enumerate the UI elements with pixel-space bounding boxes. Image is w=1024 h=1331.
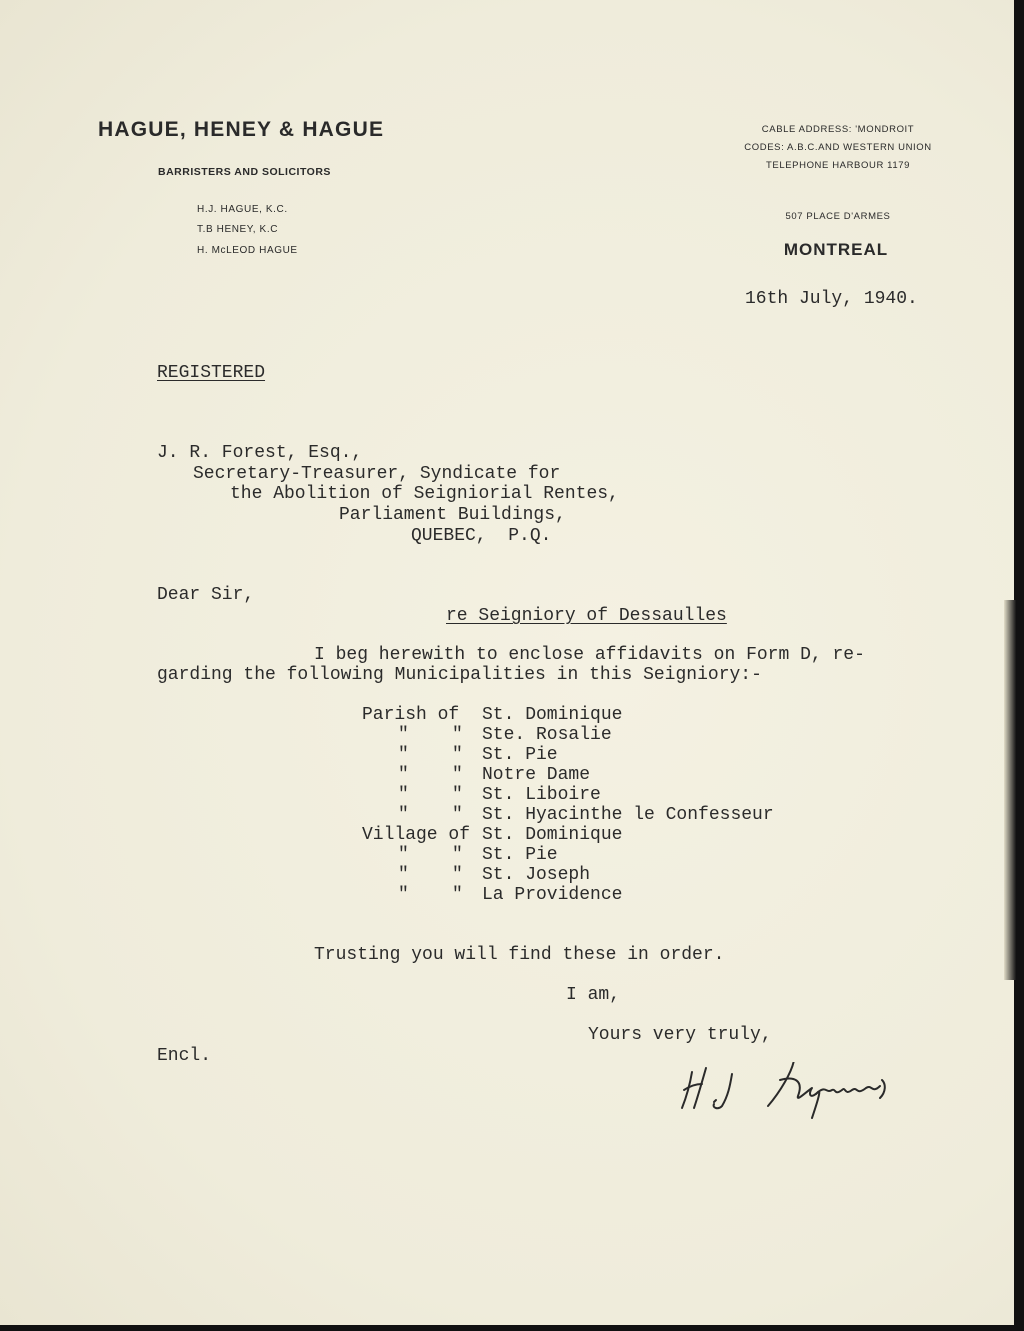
firm-subtitle: BARRISTERS AND SOLICITORS xyxy=(158,166,331,178)
subject-line: re Seigniory of Dessaulles xyxy=(446,606,727,626)
list-item: La Providence xyxy=(482,885,623,905)
list-prefix: Village of xyxy=(362,825,471,845)
list-prefix: " " xyxy=(398,765,463,785)
addressee-title: Secretary-Treasurer, Syndicate for xyxy=(193,464,561,484)
salutation: Dear Sir, xyxy=(157,585,255,605)
list-prefix: " " xyxy=(398,865,463,885)
closing-line: Trusting you will find these in order. xyxy=(314,945,725,965)
list-item: St. Joseph xyxy=(482,865,591,885)
street-address: 507 PLACE D'ARMES xyxy=(785,211,891,222)
list-prefix: " " xyxy=(398,845,463,865)
list-prefix: " " xyxy=(398,885,463,905)
body-line-1: I beg herewith to enclose affidavits on Form D, re- xyxy=(314,645,865,665)
registered-mark: REGISTERED xyxy=(157,363,266,383)
codes: CODES: A.B.C.AND WESTERN UNION xyxy=(744,142,932,153)
body-line-2: garding the following Municipalities in this Seigniory:- xyxy=(157,665,762,685)
partner-2: T.B HENEY, K.C xyxy=(197,224,279,235)
list-item: St. Dominique xyxy=(482,705,623,725)
city: MONTREAL xyxy=(783,240,889,259)
page-fold-shadow xyxy=(1004,600,1016,980)
handwritten-signature xyxy=(676,1062,916,1122)
list-prefix: " " xyxy=(398,805,463,825)
partner-3: H. McLEOD HAGUE xyxy=(197,245,298,256)
valediction: Yours very truly, xyxy=(588,1025,772,1045)
list-item: Notre Dame xyxy=(482,765,591,785)
addressee-name: J. R. Forest, Esq., xyxy=(157,443,363,463)
letter-date: 16th July, 1940. xyxy=(745,289,918,309)
list-item: St. Liboire xyxy=(482,785,601,805)
cable-address: CABLE ADDRESS: 'MONDROIT xyxy=(761,124,915,135)
partner-1: H.J. HAGUE, K.C. xyxy=(197,204,288,215)
list-item: St. Pie xyxy=(482,845,558,865)
list-item: Ste. Rosalie xyxy=(482,725,612,745)
list-prefix: " " xyxy=(398,745,463,765)
addressee-org: the Abolition of Seigniorial Rentes, xyxy=(230,484,619,504)
list-item: St. Hyacinthe le Confesseur xyxy=(482,805,774,825)
firm-name: HAGUE, HENEY & HAGUE xyxy=(98,118,385,141)
list-item: St. Pie xyxy=(482,745,558,765)
i-am: I am, xyxy=(566,985,621,1005)
list-prefix: Parish of xyxy=(362,705,460,725)
enclosure-note: Encl. xyxy=(157,1046,212,1066)
list-prefix: " " xyxy=(398,785,463,805)
telephone: TELEPHONE HARBOUR 1179 xyxy=(766,160,910,171)
addressee-city: QUEBEC, P.Q. xyxy=(411,526,552,546)
addressee-building: Parliament Buildings, xyxy=(339,505,566,525)
list-prefix: " " xyxy=(398,725,463,745)
list-item: St. Dominique xyxy=(482,825,623,845)
